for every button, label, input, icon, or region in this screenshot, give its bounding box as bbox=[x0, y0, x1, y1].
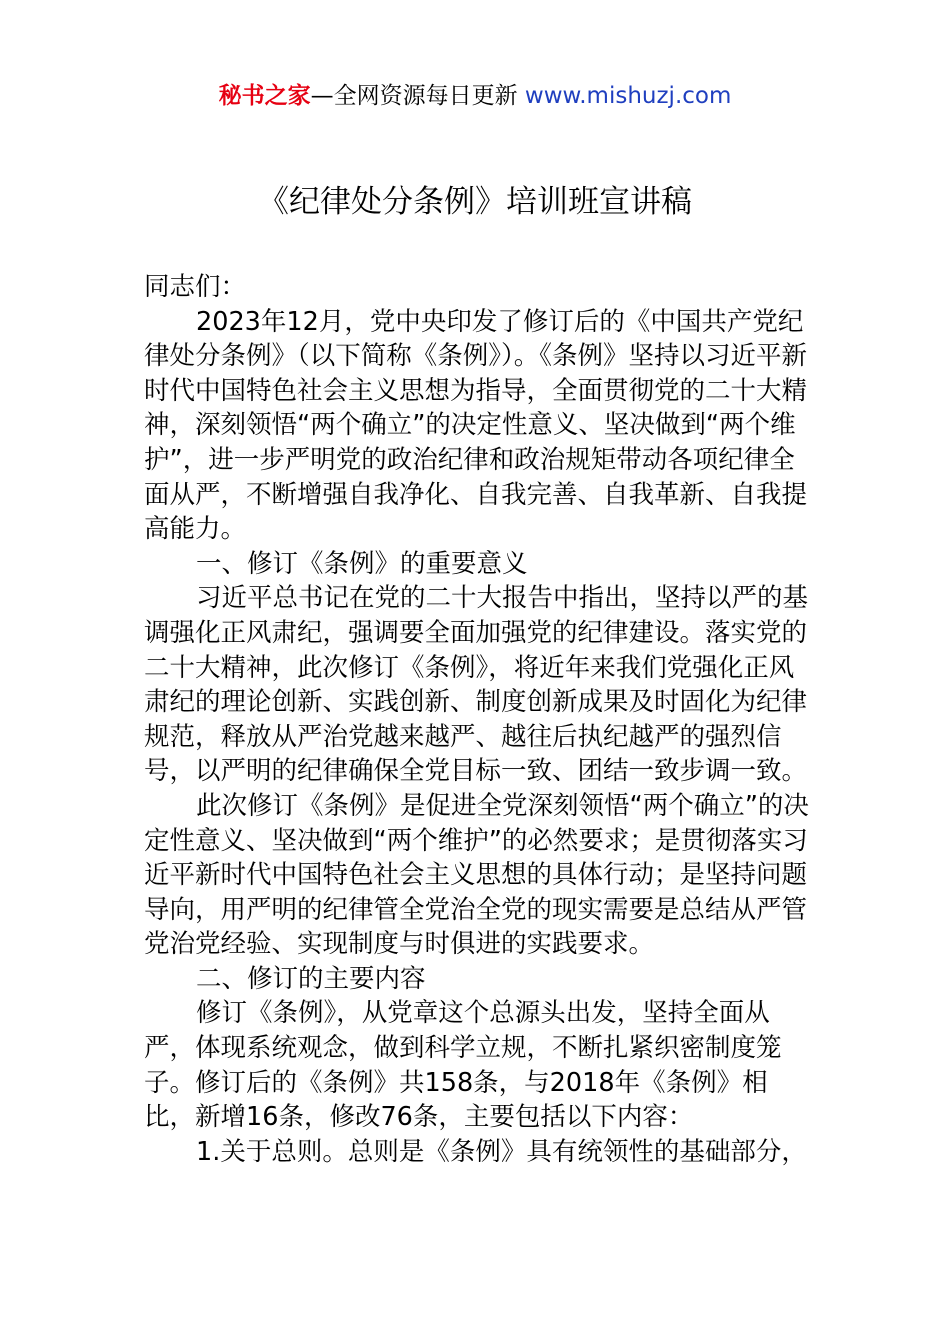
document-body bbox=[144, 270, 816, 1169]
salutation: 同志们： bbox=[144, 272, 247, 302]
section-heading-1: 一、修订《条例》的重要意义 bbox=[196, 548, 528, 579]
site-brand: 秘书之家 bbox=[218, 83, 311, 109]
site-url-link[interactable]: www.mishuzj.com bbox=[524, 83, 732, 109]
site-header bbox=[0, 80, 950, 112]
paragraph-significance: 习近平总书记在党的二十大报告中指出，坚持以严的基调强化正风肃纪，强调要全面加强党的纪律建设。落实党的二十大精神，此次修订《条例》，将近年来我们党强化正风肃纪的理论创新、实践创新、制度创新成果及时固化为纪律规范，释放从严治党越来越严、越往后执纪越严的强烈信号，以严明的纪律确保全党目标一致、团结一致步调一致。 bbox=[144, 583, 809, 787]
section-heading-2: 二、修订的主要内容 bbox=[196, 963, 426, 994]
paragraph-intro: 2023年12月，党中央印发了修订后的《中国共产党纪律处分条例》（以下简称《条例》）。《条例》坚持以习近平新时代中国特色社会主义思想为指导，全面贯彻党的二十大精神，深刻领悟“两个确立”的决定性意义、坚决做到“两个维护”，进一步严明党的政治纪律和政治规矩带动各项纪律全面从严，不断增强自我净化、自我完善、自我革新、自我提高能力。 bbox=[144, 306, 808, 545]
paragraph-general-provisions: 1.关于总则。总则是《条例》具有统领性的基础部分， bbox=[196, 1136, 807, 1167]
site-tagline: —全网资源每日更新 bbox=[310, 83, 525, 109]
paragraph-main-content: 修订《条例》，从党章这个总源头出发，坚持全面从严，体现系统观念，做到科学立规，不断扎紧织密制度笼子。修订后的《条例》共158条，与2018年《条例》相比，新增16条，修改76条，主要包括以下内容： bbox=[144, 998, 782, 1133]
document-title: 《纪律处分条例》培训班宣讲稿 bbox=[258, 184, 692, 220]
paragraph-requirements: 此次修订《条例》是促进全党深刻领悟“两个确立”的决定性意义、坚决做到“两个维护”的必然要求；是贯彻落实习近平新时代中国特色社会主义思想的具体行动；是坚持问题导向，用严明的纪律管全党治全党的现实需要是总结从严管党治党经验、实现制度与时俱进的实践要求。 bbox=[144, 790, 809, 960]
